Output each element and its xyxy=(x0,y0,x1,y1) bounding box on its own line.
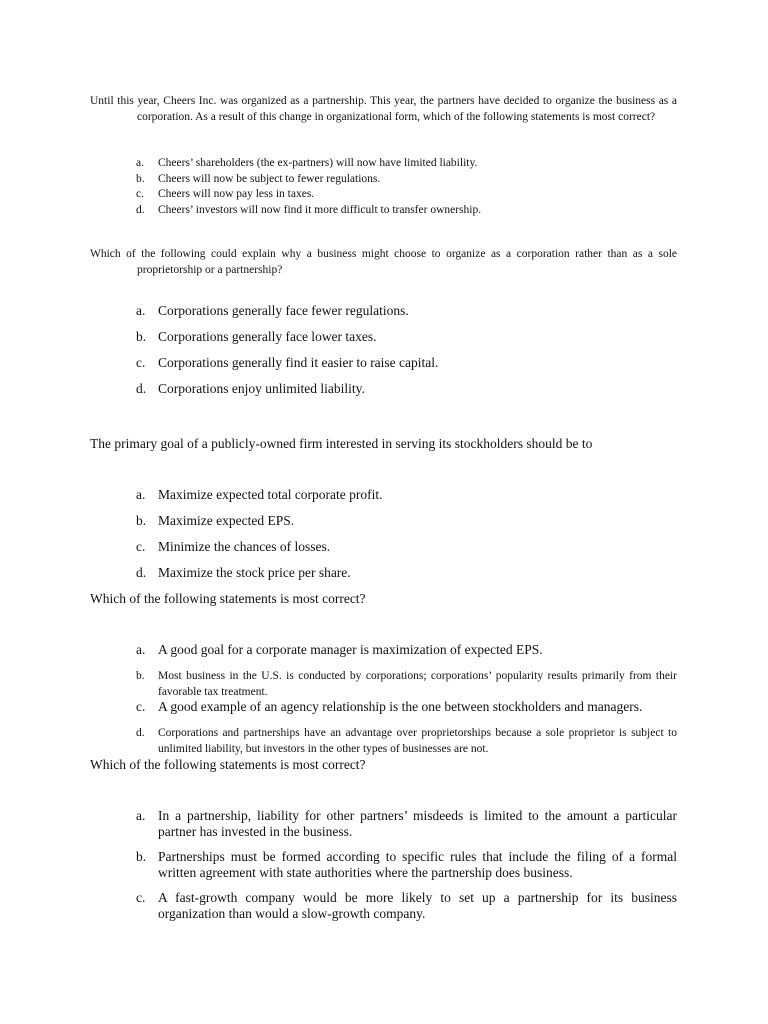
question-4-option-c xyxy=(136,699,677,715)
option-letter: b. xyxy=(136,513,147,528)
option-letter: a. xyxy=(136,487,146,502)
option-text: Corporations enjoy unlimited liability. xyxy=(158,381,365,396)
option-text: In a partnership, liability for other partners’ misdeeds is limited to the amount a particular partner has invested in the business. xyxy=(158,808,677,839)
option-text: Cheers’ investors will now find it more difficult to transfer ownership. xyxy=(158,204,482,216)
option-text: Maximize expected EPS. xyxy=(158,513,295,528)
option-letter: a. xyxy=(136,642,146,657)
option-letter: b. xyxy=(136,173,145,185)
option-letter: c. xyxy=(136,699,146,714)
option-text: Maximize expected total corporate profit. xyxy=(158,487,383,502)
option-text: Maximize the stock price per share. xyxy=(158,565,351,580)
question-1-stem: Until this year, Cheers Inc. was organized as a partnership. This year, the partners have decided to organize the business as a corporation. As a result of this change in organizational form, which of the following statements is most correct? xyxy=(90,95,677,123)
question-2-option-a xyxy=(136,303,677,319)
question-3-option-b xyxy=(136,513,677,529)
question-4-option-d xyxy=(136,726,677,757)
option-text: Minimize the chances of losses. xyxy=(158,539,331,554)
option-letter: a. xyxy=(136,303,146,318)
option-letter: a. xyxy=(136,808,146,823)
option-letter: b. xyxy=(136,670,145,682)
option-letter: d. xyxy=(136,727,145,739)
option-letter: d. xyxy=(136,381,147,396)
option-letter: d. xyxy=(136,204,145,216)
question-3-option-a xyxy=(136,487,677,503)
question-1-option-d xyxy=(136,203,677,219)
question-2-option-d xyxy=(136,381,677,397)
option-letter: b. xyxy=(136,329,147,344)
question-5-option-b xyxy=(136,849,677,881)
option-text: Corporations generally find it easier to raise capital. xyxy=(158,355,439,370)
option-text: Cheers’ shareholders (the ex-partners) will now have limited liability. xyxy=(158,157,478,169)
question-3-option-d xyxy=(136,565,677,581)
option-text: A good example of an agency relationship is the one between stockholders and managers. xyxy=(158,699,643,714)
question-4-option-b xyxy=(136,669,677,700)
option-text: Corporations generally face lower taxes. xyxy=(158,329,377,344)
option-text: Cheers will now pay less in taxes. xyxy=(158,188,315,200)
option-text: Corporations generally face fewer regulations. xyxy=(158,303,409,318)
option-letter: c. xyxy=(136,890,146,905)
option-letter: d. xyxy=(136,565,147,580)
question-3-stem: The primary goal of a publicly-owned firm interested in serving its stockholders should be to xyxy=(90,436,593,451)
option-text: Most business in the U.S. is conducted by corporations; corporations’ popularity results primarily from their favorable tax treatment. xyxy=(158,670,677,698)
question-1-option-b xyxy=(136,172,677,188)
option-text: Corporations and partnerships have an advantage over proprietorships because a sole proprietor is subject to unlimited liability, but investors in the other types of businesses are not. xyxy=(158,727,677,755)
question-1-option-c xyxy=(136,187,677,203)
question-5-stem: Which of the following statements is most correct? xyxy=(90,757,366,772)
option-text: Partnerships must be formed according to specific rules that include the filing of a formal written agreement with state authorities where the partnership does business. xyxy=(158,849,677,880)
option-letter: c. xyxy=(136,355,146,370)
question-2-option-c xyxy=(136,355,677,371)
option-text: A good goal for a corporate manager is maximization of expected EPS. xyxy=(158,642,543,657)
question-5-option-a xyxy=(136,808,677,840)
question-3-option-c xyxy=(136,539,677,555)
option-text: Cheers will now be subject to fewer regulations. xyxy=(158,173,381,185)
option-text: A fast-growth company would be more likely to set up a partnership for its business organization than would a slow-growth company. xyxy=(158,890,677,921)
question-2-stem: Which of the following could explain why a business might choose to organize as a corporation rather than as a sole proprietorship or a partnership? xyxy=(90,248,677,276)
question-1-option-a xyxy=(136,156,677,172)
option-letter: c. xyxy=(136,188,144,200)
question-4-stem: Which of the following statements is most correct? xyxy=(90,591,366,606)
question-5-option-c xyxy=(136,890,677,922)
question-2-option-b xyxy=(136,329,677,345)
option-letter: a. xyxy=(136,157,144,169)
question-4-option-a xyxy=(136,642,677,658)
option-letter: b. xyxy=(136,849,147,864)
option-letter: c. xyxy=(136,539,146,554)
